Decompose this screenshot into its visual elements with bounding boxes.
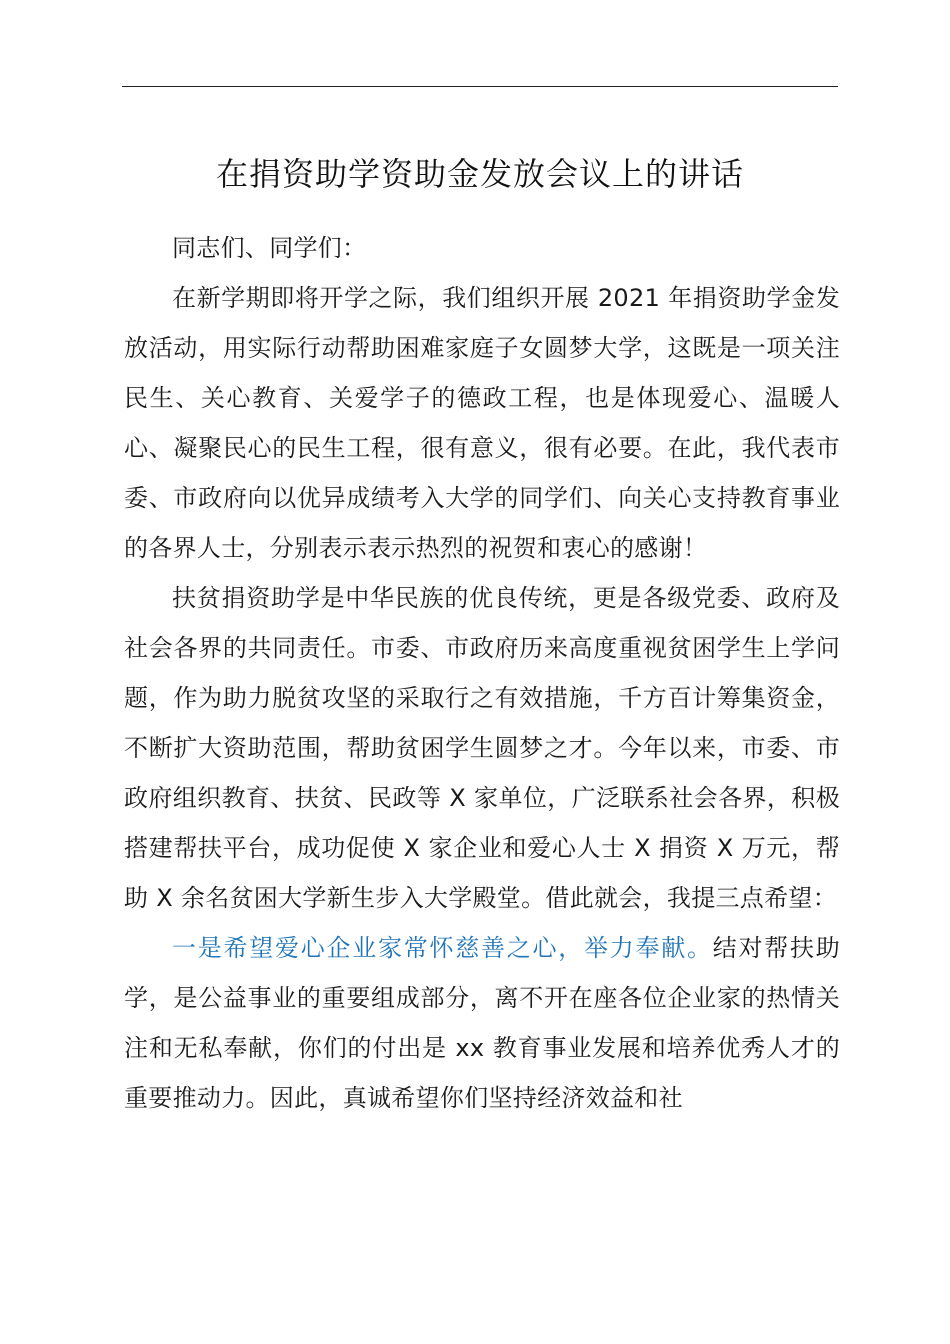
paragraph-2: 扶贫捐资助学是中华民族的优良传统，更是各级党委、政府及社会各界的共同责任。市委、市政府历来高度重视贫困学生上学问题，作为助力脱贫攻坚的采取行之有效措施，千方百计筹集资金，不断扩大资助范围，帮助贫困学生圆梦之才。今年以来，市委、市政府组织教育、扶贫、民政等 X 家单位，广泛联系社会各界，积极搭建帮扶平台，成功促使 X 家企业和爱心人士 X 捐资 X 万元，帮助 X 余名贫困大学新生步入大学殿堂。借此就会，我提三点希望： <box>124 584 840 912</box>
header-rule <box>122 86 838 87</box>
point-one-heading: 一是希望爱心企业家常怀慈善之心，举力奉献。 <box>172 934 713 962</box>
document-title: 在捐资助学资助金发放会议上的讲话 <box>215 155 744 193</box>
paragraph-3 <box>124 923 840 1123</box>
paragraph-1: 在新学期即将开学之际，我们组织开展 2021 年捐资助学金发放活动，用实际行动帮助困难家庭子女圆梦大学，这既是一项关注民生、关心教育、关爱学子的德政工程，也是体现爱心、温暖人心、凝聚民心的民生工程，很有意义，很有必要。在此，我代表市委、市政府向以优异成绩考入大学的同学们、向关心支持教育事业的各界人士，分别表示表示热烈的祝贺和衷心的感谢！ <box>124 284 840 562</box>
point-one-text: 结对帮扶助学，是公益事业的重要组成部分，离不开在座各位企业家的热情关注和无私奉献，你们的付出是 xx 教育事业发展和培养优秀人才的重要推动力。因此，真诚希望你们坚持经济效益和社 <box>124 934 840 1112</box>
document-body <box>124 223 840 1123</box>
salutation: 同志们、同学们： <box>172 234 367 262</box>
